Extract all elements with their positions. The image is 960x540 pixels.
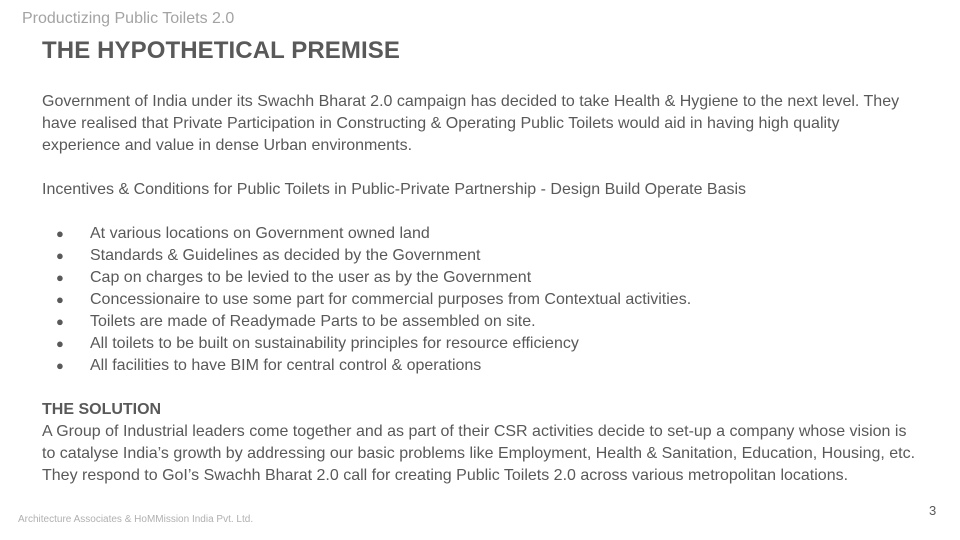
solution-title: THE SOLUTION bbox=[42, 401, 162, 418]
list-item bbox=[42, 355, 927, 377]
list-item bbox=[42, 289, 927, 311]
list-item-text: Toilets are made of Readymade Parts to be assembled on site. bbox=[90, 313, 536, 330]
bullet-icon: ● bbox=[56, 314, 64, 329]
bullet-icon: ● bbox=[56, 226, 64, 241]
bullet-icon: ● bbox=[56, 248, 64, 263]
solution-paragraph bbox=[42, 421, 927, 487]
list-item bbox=[42, 333, 927, 355]
list-item bbox=[42, 311, 927, 333]
solution-line: They respond to GoI’s Swachh Bharat 2.0 call for creating Public Toilets 2.0 across various metropolitan locations. bbox=[42, 467, 849, 484]
bullet-icon: ● bbox=[56, 270, 64, 285]
list-item-text: At various locations on Government owned land bbox=[90, 225, 430, 242]
solution-line: to catalyse India’s growth by addressing our basic problems like Employment, Health & Sanitation, Education, Housing, etc. bbox=[42, 445, 916, 462]
intro-line: have realised that Private Participation in Constructing & Operating Public Toilets would aid in having high quality bbox=[42, 115, 840, 132]
page-number: 3 bbox=[929, 503, 937, 518]
list-item bbox=[42, 267, 927, 289]
list-item-text: All facilities to have BIM for central control & operations bbox=[90, 357, 482, 374]
bullet-icon: ● bbox=[56, 336, 64, 351]
list-item bbox=[42, 223, 927, 245]
intro-line: Government of India under its Swachh Bharat 2.0 campaign has decided to take Health & Hygiene to the next level. They bbox=[42, 93, 900, 110]
list-item-text: Concessionaire to use some part for commercial purposes from Contextual activities. bbox=[90, 291, 692, 308]
list-item-text: All toilets to be built on sustainability principles for resource efficiency bbox=[90, 335, 579, 352]
incentives-list bbox=[42, 223, 927, 377]
bullet-icon: ● bbox=[56, 358, 64, 373]
intro-paragraph bbox=[42, 91, 927, 157]
slide-title: THE HYPOTHETICAL PREMISE bbox=[42, 37, 400, 64]
intro-line: experience and value in dense Urban environments. bbox=[42, 137, 413, 154]
incentives-heading: Incentives & Conditions for Public Toilets in Public-Private Partnership - Design Build Operate Basis bbox=[42, 181, 747, 198]
list-item bbox=[42, 245, 927, 267]
slide-header: Productizing Public Toilets 2.0 bbox=[22, 10, 235, 27]
solution-line: A Group of Industrial leaders come together and as part of their CSR activities decide to set-up a company whose vision is bbox=[42, 423, 907, 440]
slide-footer: Architecture Associates & HoMMission India Pvt. Ltd. bbox=[18, 514, 254, 525]
slide-body bbox=[42, 91, 927, 487]
list-item-text: Standards & Guidelines as decided by the Government bbox=[90, 247, 481, 264]
bullet-icon: ● bbox=[56, 292, 64, 307]
list-item-text: Cap on charges to be levied to the user as by the Government bbox=[90, 269, 532, 286]
